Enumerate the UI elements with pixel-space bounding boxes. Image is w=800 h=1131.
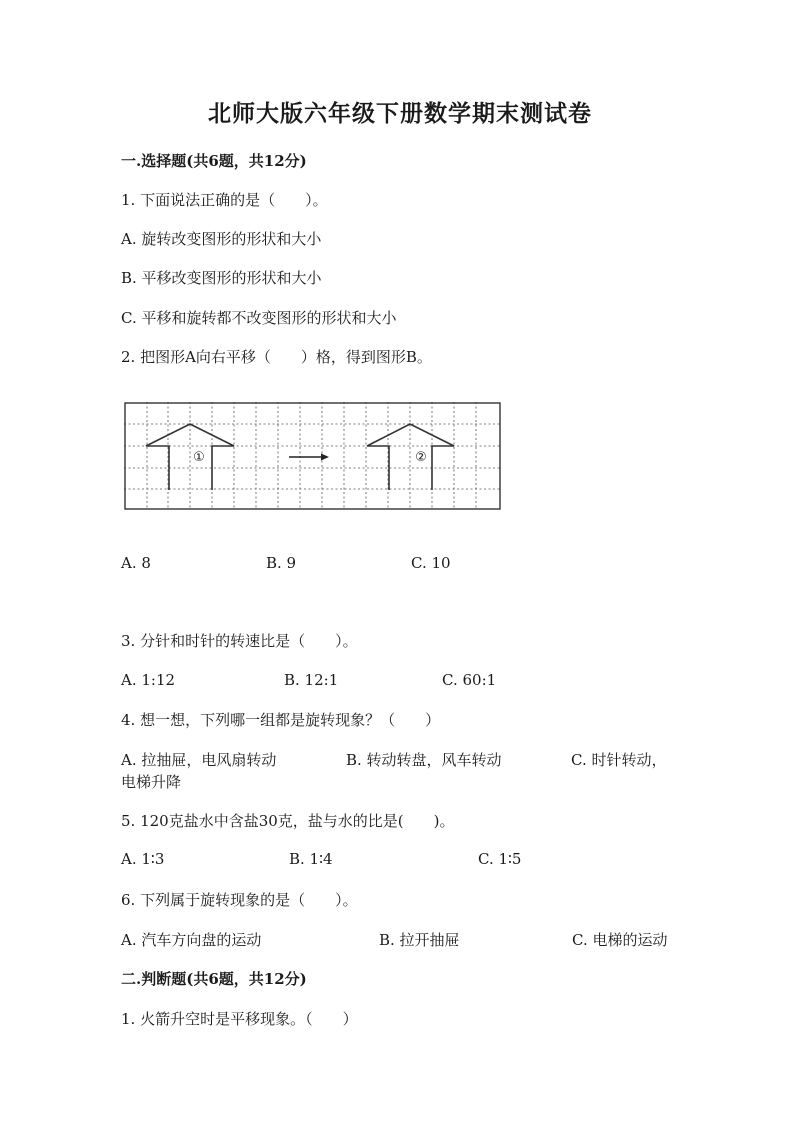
question-1-stem: 1. 下面说法正确的是（ ）。 xyxy=(121,191,328,209)
question-4-option-c-continued: 电梯升降 xyxy=(121,773,182,791)
question-3-option-b: B. 12:1 xyxy=(284,671,339,689)
question-3-stem: 3. 分针和时针的转速比是（ ）。 xyxy=(121,632,358,650)
shape-b-label: ② xyxy=(415,450,427,465)
question-1-option-a: A. 旋转改变图形的形状和大小 xyxy=(121,230,322,248)
shape-b-outline xyxy=(367,424,454,490)
question-4-stem: 4. 想一想，下列哪一组都是旋转现象？（ ） xyxy=(121,711,441,729)
question-5-option-a: A. 1∶3 xyxy=(121,850,165,868)
section-heading-judgment: 二.判断题(共6题，共12分) xyxy=(121,970,307,988)
question-2-option-a: A. 8 xyxy=(121,554,151,572)
question-2-option-c: C. 10 xyxy=(411,554,451,572)
question-5-option-b: B. 1∶4 xyxy=(289,850,333,868)
question-6-option-c: C. 电梯的运动 xyxy=(572,931,668,949)
question-5-stem: 5. 120克盐水中含盐30克，盐与水的比是( )。 xyxy=(121,812,455,830)
question-2-stem: 2. 把图形A向右平移（ ）格，得到图形B。 xyxy=(121,348,432,366)
question-6-stem: 6. 下列属于旋转现象的是（ ）。 xyxy=(121,891,358,909)
question-4-option-b: B. 转动转盘，风车转动 xyxy=(346,751,502,769)
question-6-option-a: A. 汽车方向盘的运动 xyxy=(121,931,262,949)
question-1-option-c: C. 平移和旋转都不改变图形的形状和大小 xyxy=(121,309,397,327)
question-3-option-c: C. 60:1 xyxy=(442,671,497,689)
section-heading-choice: 一.选择题(共6题，共12分) xyxy=(121,152,307,170)
question-1-option-b: B. 平移改变图形的形状和大小 xyxy=(121,269,322,287)
question-4-option-c: C. 时针转动， xyxy=(571,751,667,769)
question-3-option-a: A. 1:12 xyxy=(121,671,176,689)
question-4-option-a: A. 拉抽屉，电风扇转动 xyxy=(121,751,277,769)
translation-grid-figure xyxy=(124,402,504,518)
question-6-option-b: B. 拉开抽屉 xyxy=(379,931,460,949)
page-title: 北师大版六年级下册数学期末测试卷 xyxy=(208,100,592,127)
question-2-option-b: B. 9 xyxy=(266,554,297,572)
judgment-1-stem: 1. 火箭升空时是平移现象。（ ） xyxy=(121,1010,358,1028)
shape-a-label: ① xyxy=(193,450,205,465)
question-5-option-c: C. 1∶5 xyxy=(478,850,522,868)
